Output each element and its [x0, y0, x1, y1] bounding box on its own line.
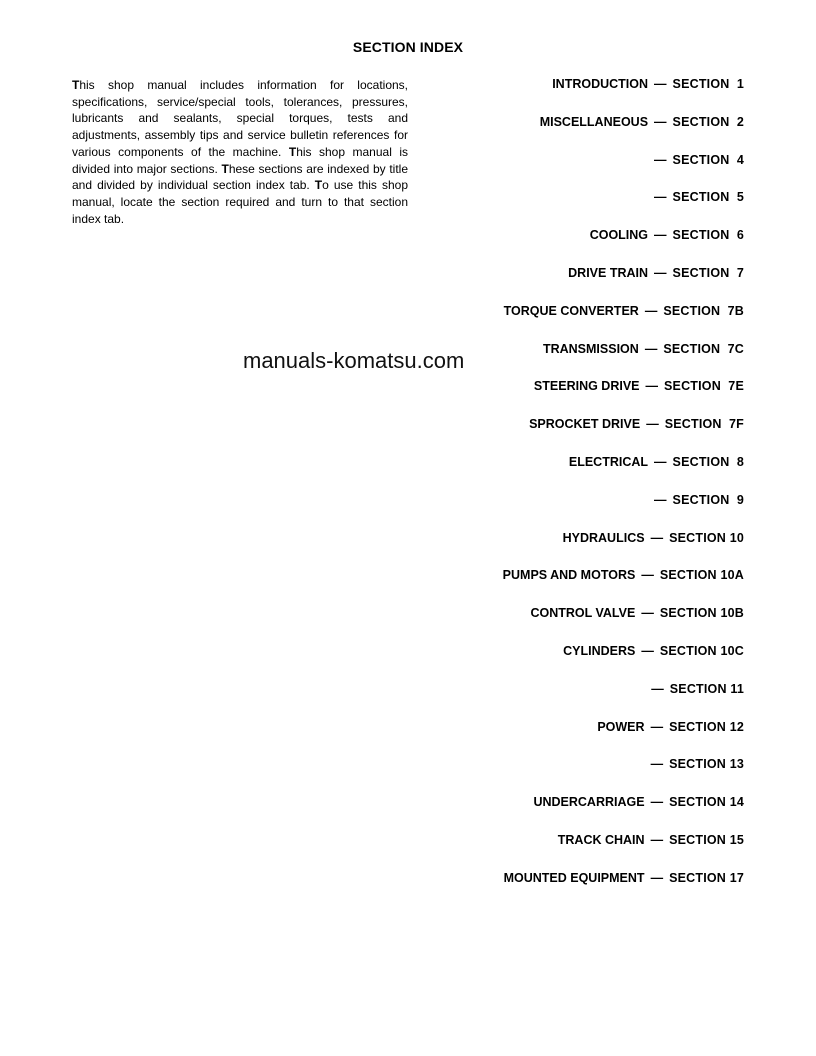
entry-section-number: SECTION 9 — [672, 492, 744, 507]
entry-dash: — — [644, 303, 658, 318]
entry-dash: — — [654, 77, 667, 91]
index-entry — [384, 643, 744, 681]
entry-title: INTRODUCTION — [552, 77, 649, 91]
index-entry — [384, 76, 744, 114]
index-entry — [384, 378, 744, 416]
entry-section-number: SECTION 10 — [669, 530, 744, 545]
entry-title: STEERING DRIVE — [533, 379, 640, 394]
index-entry — [384, 794, 744, 832]
entry-dash: — — [650, 719, 664, 734]
intro-lead-letter: T — [72, 78, 80, 92]
index-entry — [384, 189, 744, 227]
index-entry — [384, 303, 744, 341]
section-index-list — [384, 76, 744, 908]
entry-dash: — — [654, 492, 667, 507]
index-entry — [384, 492, 744, 530]
entry-section-number: SECTION 8 — [672, 454, 744, 469]
entry-title: DRIVE TRAIN — [568, 265, 649, 280]
entry-title: MISCELLANEOUS — [539, 114, 649, 129]
page-title: SECTION INDEX — [352, 39, 464, 55]
watermark: manuals-komatsu.com — [243, 348, 465, 373]
entry-dash: — — [654, 228, 667, 243]
entry-section-number: SECTION 2 — [672, 114, 744, 129]
entry-title: TORQUE CONVERTER — [503, 303, 639, 318]
entry-dash: — — [645, 379, 658, 394]
index-entry — [384, 265, 744, 303]
entry-dash: — — [641, 643, 654, 658]
entry-dash: — — [650, 795, 664, 810]
entry-dash: — — [646, 417, 659, 432]
entry-section-number: SECTION 11 — [669, 681, 744, 696]
entry-section-number: SECTION 7F — [664, 417, 744, 432]
entry-dash: — — [654, 265, 667, 280]
entry-section-number: SECTION 1 — [672, 77, 744, 91]
entry-title: SPROCKET DRIVE — [529, 417, 641, 432]
entry-title: MOUNTED EQUIPMENT — [503, 870, 645, 885]
intro-lead-letter: T — [314, 178, 323, 193]
entry-dash: — — [650, 832, 664, 847]
entry-title: UNDERCARRIAGE — [533, 795, 645, 810]
entry-section-number: SECTION 7B — [663, 303, 744, 318]
entry-title: ELECTRICAL — [568, 454, 649, 469]
entry-dash: — — [654, 190, 667, 205]
entry-title: POWER — [597, 719, 645, 734]
index-entry — [384, 870, 744, 908]
entry-title: CONTROL VALVE — [530, 606, 636, 621]
intro-sentence: o use this shop manual, locate the section required and turn to that section index tab. — [72, 178, 408, 226]
index-entry — [384, 454, 744, 492]
entry-section-number: SECTION 10C — [659, 643, 744, 658]
entry-section-number: SECTION 17 — [669, 870, 744, 885]
entry-title: TRANSMISSION — [542, 341, 639, 356]
index-entry — [384, 681, 744, 719]
entry-title: COOLING — [589, 228, 649, 243]
entry-section-number: SECTION 5 — [672, 190, 744, 205]
index-entry — [384, 416, 744, 454]
entry-section-number: SECTION 10B — [659, 606, 744, 621]
entry-section-number: SECTION 15 — [669, 832, 744, 847]
entry-title: CYLINDERS — [563, 643, 636, 658]
entry-dash: — — [650, 530, 664, 545]
entry-dash: — — [641, 568, 654, 583]
entry-dash: — — [650, 870, 664, 885]
entry-section-number: SECTION 7E — [664, 379, 744, 394]
intro-lead-letter: T — [288, 144, 297, 159]
entry-section-number: SECTION 13 — [669, 757, 744, 772]
index-entry — [384, 530, 744, 568]
index-entry — [384, 605, 744, 643]
index-entry — [384, 114, 744, 152]
entry-dash: — — [654, 454, 667, 469]
intro-sentence: his shop manual includes information for locations, specifications, service/special tools, tolerances, pressures, lubricants and sealants, special torques, tests and adjustments, assembly tips and service bulletin references for various components of the machine. — [72, 78, 408, 159]
entry-title: HYDRAULICS — [562, 530, 645, 545]
entry-section-number: SECTION 7C — [663, 341, 744, 356]
entry-section-number: SECTION 6 — [672, 228, 744, 243]
intro-sentence: his shop manual is divided into major sections. — [72, 144, 409, 176]
index-entry — [384, 832, 744, 870]
index-entry — [384, 227, 744, 265]
entry-dash: — — [641, 606, 654, 621]
index-entry — [384, 756, 744, 794]
entry-title: TRACK CHAIN — [557, 832, 645, 847]
index-entry — [384, 719, 744, 757]
entry-dash: — — [654, 152, 667, 167]
entry-dash: — — [644, 341, 658, 356]
intro-sentence: hese sections are indexed by title and divided by individual section index tab. — [72, 161, 408, 193]
entry-dash: — — [650, 757, 664, 772]
entry-section-number: SECTION 12 — [669, 719, 744, 734]
intro-lead-letter: T — [221, 161, 229, 176]
entry-dash: — — [651, 681, 664, 696]
index-entry — [384, 567, 744, 605]
entry-section-number: SECTION 4 — [672, 152, 744, 167]
index-entry — [384, 152, 744, 190]
entry-section-number: SECTION 7 — [672, 265, 744, 280]
entry-title: PUMPS AND MOTORS — [502, 568, 636, 583]
entry-dash: — — [654, 114, 667, 129]
intro-paragraph — [72, 77, 408, 227]
entry-section-number: SECTION 14 — [669, 795, 744, 810]
entry-section-number: SECTION 10A — [659, 568, 744, 583]
